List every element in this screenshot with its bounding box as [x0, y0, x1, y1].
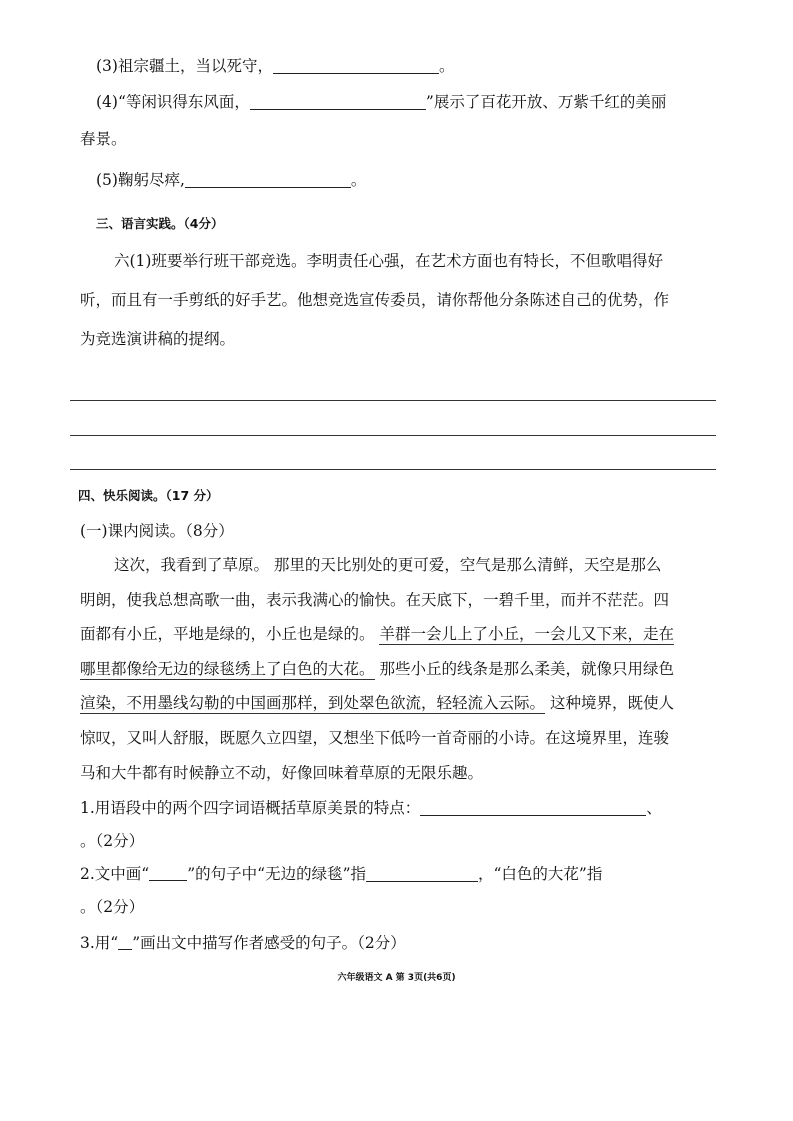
- q5-end: 。: [350, 171, 367, 189]
- answer-line-1[interactable]: [70, 400, 716, 401]
- section3-line3: 为竞选演讲稿的提纲。: [80, 330, 236, 348]
- q4-text: (4)“等闲识得东风面，: [96, 93, 250, 111]
- q1-sep: 、: [646, 799, 662, 817]
- q4-cont: 春景。: [80, 130, 127, 148]
- section3-line1: 六(1)班要举行班干部竞选。李明责任心强，在艺术方面也有特长，不但歌唱得好: [114, 252, 663, 270]
- question-3: [80, 933, 406, 953]
- q3-end: 。: [438, 57, 455, 75]
- passage-3a: 面都有小丘，平地是绿的，小丘也是绿的。: [80, 625, 380, 643]
- question-2: [80, 864, 602, 884]
- passage-line-4: [80, 659, 674, 679]
- section3-line2: 听，而且有一手剪纸的好手艺。他想竞选宣传委员，请你帮他分条陈述自己的优势，作: [80, 291, 670, 309]
- q5-text: (5)鞠躬尽瘁,: [96, 171, 185, 189]
- passage-line-2: 明朗，使我总想高歌一曲，表示我满心的愉快。在天底下，一碧千里，而并不茫茫。四: [80, 591, 670, 609]
- q2-blank-1[interactable]: [366, 866, 478, 882]
- q4-line: [96, 92, 666, 112]
- passage-line-3: [80, 624, 674, 644]
- q3-text-a: 3.用“: [80, 934, 119, 952]
- q4-blank[interactable]: [250, 94, 426, 110]
- passage-line-6: 惊叹，又叫人舒服，既愿久立四望，又想坐下低吟一首奇丽的小诗。在这境界里，连骏: [80, 729, 670, 747]
- passage-4b: 那些小丘的线条是那么柔美，就像只用绿色: [374, 660, 674, 678]
- q3-text: (3)祖宗疆土，当以死守，: [96, 57, 273, 75]
- q2-mark: [149, 866, 187, 881]
- question-1: [80, 798, 662, 818]
- question-1-cont: 。（2分）: [80, 832, 145, 850]
- q1-text: 1.用语段中的两个四字词语概括草原美景的特点：: [80, 799, 421, 817]
- passage-line-1: 这次，我看到了草原。 那里的天比别处的更可爱，空气是那么清鲜，天空是那么: [114, 556, 662, 574]
- q3-line: [96, 56, 454, 76]
- q3-text-b: ”画出文中描写作者感受的句子。（2分）: [132, 934, 406, 952]
- passage-5a-underlined: 渲染，不用墨线勾勒的中国画那样，到处翠色欲流，轻轻流入云际。: [80, 694, 546, 712]
- passage-line-5: [80, 693, 674, 713]
- q1-blank[interactable]: [420, 800, 646, 816]
- q2-text-c: ，“白色的大花”指: [478, 865, 603, 883]
- section4-heading: 四、快乐阅读。（17 分）: [78, 488, 219, 503]
- q3-blank[interactable]: [273, 58, 439, 74]
- q4-end: ”展示了百花开放、万紫千红的美丽: [425, 93, 667, 111]
- section4-sub: (一)课内阅读。（8分）: [80, 522, 234, 540]
- page-footer: 六年级语文 A 第 3页(共6页): [337, 973, 456, 983]
- answer-line-2[interactable]: [70, 435, 716, 436]
- q3-mark: [118, 935, 132, 950]
- passage-line-7: 马和大牛都有时候静立不动，好像回味着草原的无限乐趣。: [80, 764, 484, 782]
- passage-3b-underlined: 羊群一会儿上了小丘，一会儿又下来，走在: [379, 625, 674, 643]
- passage-5b: 这种境界，既使人: [545, 694, 674, 712]
- q2-text-a: 2.文中画“: [80, 865, 150, 883]
- passage-4a-underlined: 哪里都像给无边的绿毯绣上了白色的大花。: [80, 660, 375, 678]
- q2-text-b: ”的句子中“无边的绿毯”指: [187, 865, 366, 883]
- section3-heading: 三、语言实践。（4分）: [96, 216, 224, 231]
- question-2-cont: 。（2分）: [80, 898, 145, 916]
- q5-line: [96, 170, 366, 190]
- answer-line-3[interactable]: [70, 469, 716, 470]
- q5-blank[interactable]: [185, 172, 351, 188]
